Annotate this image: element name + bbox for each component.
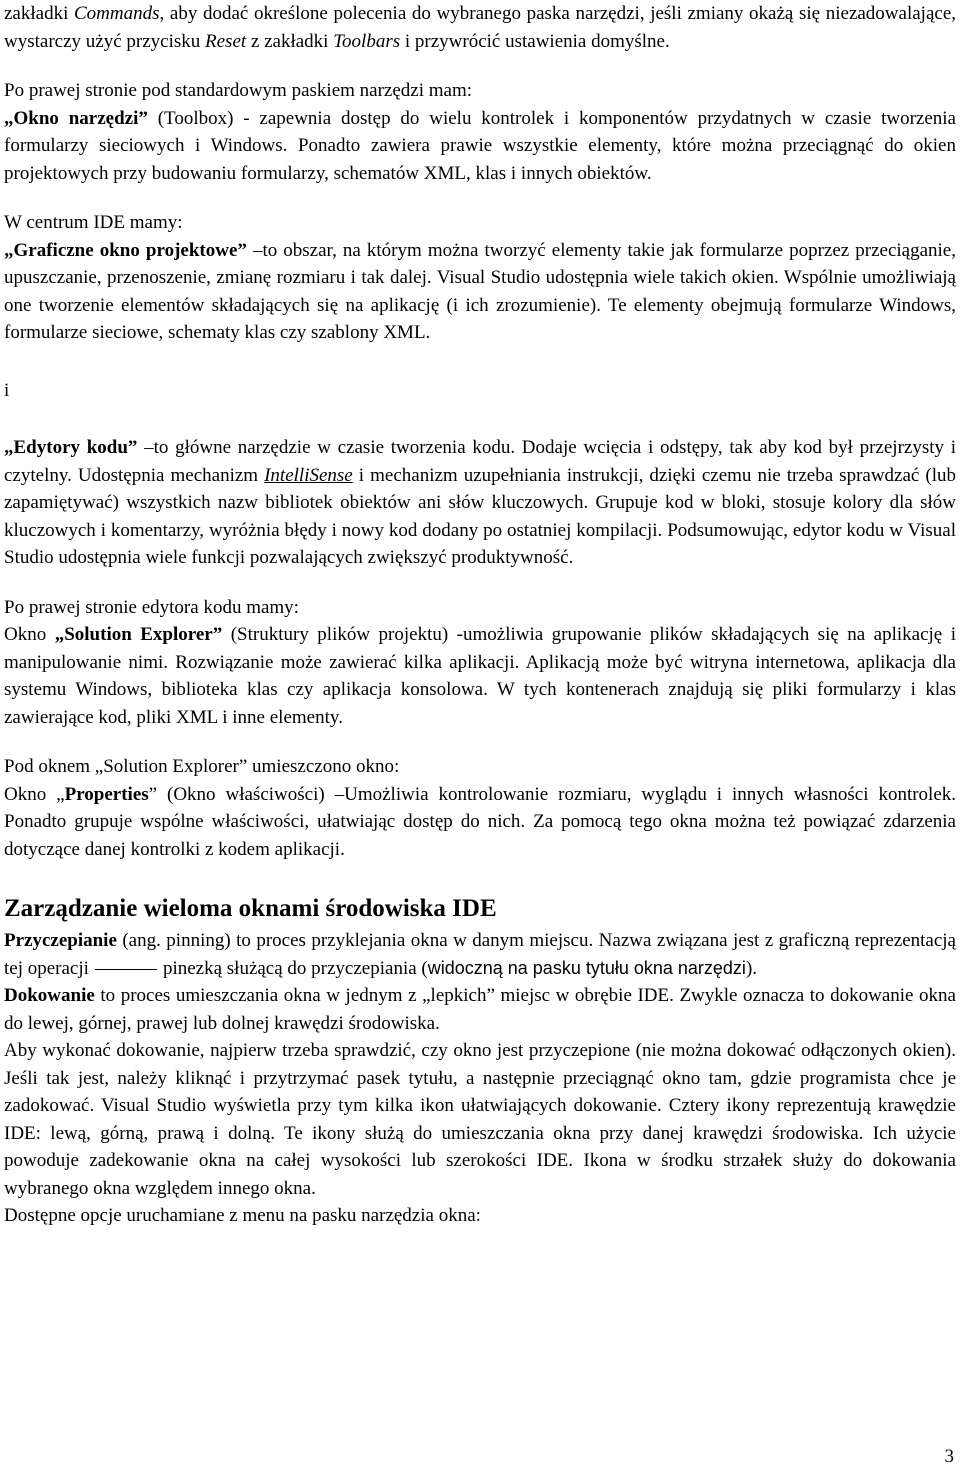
paragraph-toolbox (4, 105, 956, 188)
text-run: to proces umieszczania okna w jednym z „lepkich” miejsc w obrębie IDE. Zwykle oznacza to dokowanie okna do lewej, górnej, prawej lub dolnej krawędzi środowiska. (4, 985, 956, 1034)
text-run: Dostępne opcje uruchamiane z menu na pasku narzędzia okna: (4, 1205, 481, 1226)
document-page (4, 0, 956, 1230)
paragraph-toolbox-intro (4, 77, 956, 105)
text-run: , aby dodać określone polecenia do wybranego paska narzędzi, jeśli zmiany okażą się niezadowalające, wystarczy użyć przycisku (4, 3, 957, 52)
term-properties: Properties (64, 783, 149, 805)
text-run-sans: widoczną na pasku tytułu okna narzędzi (427, 957, 746, 978)
paragraph-properties (4, 781, 956, 864)
text-run: zakładki (4, 3, 74, 24)
text-run: Okno (4, 624, 55, 645)
term-reset: Reset (205, 30, 247, 52)
text-run: pinezką służącą do przyczepiania ( (162, 957, 428, 979)
intro-text: W centrum IDE mamy: (4, 212, 183, 233)
text-run: (Toolbox) - zapewnia dostęp do wielu kontrolek i komponentów przydatnych w czasie tworzenia formularzy sieciowych i Windows. Ponadto zawiera prawie wszystkie elementy, które można przeciągnąć do okien projektowych przy budowaniu formularzy, schematów XML, klas i innych obiektów. (4, 107, 956, 184)
term-intellisense: IntelliSense (264, 464, 353, 486)
intro-text: Po prawej stronie pod standardowym paskiem narzędzi mam: (4, 80, 473, 101)
text-run: ). (745, 957, 758, 979)
paragraph-code-editor (4, 434, 956, 572)
text-run: i przywrócić ustawienia domyślne. (400, 30, 670, 52)
paragraph-docking (4, 982, 956, 1037)
paragraph-pinning (4, 927, 956, 982)
paragraph-docking-howto (4, 1037, 956, 1202)
text-run: (Struktury plików projektu) -umożliwia grupowanie plików składających się na aplikację i manipulowanie nimi. Rozwiązanie może zawierać kilka aplikacji. Aplikacją może być witryna internetowa, aplikacja dla systemu Windows, biblioteka klas czy aplikacja konsolowa. W tych kontenerach znajdują się pliki formularzy i klas zawierające kod, pliki XML i inne elementy. (4, 624, 956, 728)
text-run: i mechanizm uzupełniania instrukcji, dzięki czemu nie trzeba sprawdzać (lub zapamiętywać) wszystkich nazw bibliotek obiektów ani słów kluczowych. Grupuje kod w bloki, stosuje kolory dla słów kluczowych i komentarzy, wyróżnia błędy i nowy kod dodany po ostatniej kompilacji. Podsumowując, edytor kodu w Visual Studio udostępnia wiele funkcji pozwalających zwiększyć produktywność. (4, 464, 956, 568)
intro-text: Pod oknem „Solution Explorer” umieszczono okno: (4, 756, 400, 777)
paragraph-commands (4, 0, 956, 55)
term-code-editor: „Edytory kodu” (4, 437, 138, 458)
term-commands: Commands (74, 3, 160, 24)
paragraph-designer-intro (4, 209, 956, 237)
text-run: Okno „ (4, 783, 65, 805)
term-docking: Dokowanie (4, 985, 95, 1006)
intro-text: Po prawej stronie edytora kodu mamy: (4, 596, 299, 618)
text-run: ” (Okno właściwości) –Umożliwia kontrolowanie rozmiaru, wyglądu i innych własności kontrolek. Ponadto grupuje wspólne właściwości, ułatwiając dostęp do nich. Za pomocą tego okna można też powiązać zdarzenia dotyczące danej kontrolki z kodem aplikacji. (4, 783, 957, 860)
paragraph-solution-intro (4, 594, 956, 622)
term-toolbars: Toolbars (333, 30, 401, 52)
text-run: (ang. pinning) to proces przyklejania okna w danym miejscu. Nazwa związana jest z graficzną reprezentacją tej operacji (4, 930, 956, 979)
term-toolbox: „Okno narzędzi” (4, 107, 148, 129)
section-heading: Zarządzanie wieloma oknami środowiska IDE (4, 895, 497, 922)
text-run: Aby wykonać dokowanie, najpierw trzeba sprawdzić, czy okno jest przyczepione (nie można dokować odłączonych okien). Jeśli tak jest, należy kliknąć i przytrzymać pasek tytułu, a następnie przeciągnąć okno tam, gdzie programista chce je zadokować. Visual Studio wyświetla przy tym kilka ikon ułatwiających dokowanie. Cztery ikony reprezentują krawędzie IDE: lewą, górną, prawą i dolną. Te ikony służą do umieszczania okna przy danej krawędzi środowiska. Ich użycie powoduje zadekowanie okna na całej wysokości lub szerokości IDE. Ikona w środku strzałek służy do dokowania wybranego okna względem innego okna. (4, 1040, 956, 1199)
term-designer: „Graficzne okno projektowe” (4, 239, 247, 261)
text-run: –to obszar, na którym można tworzyć elementy takie jak formularze poprzez przeciąganie, upuszczanie, przenoszenie, zmianę rozmiaru i tak dalej. Visual Studio udostępnia wiele takich okien. Wspólnie umożliwiają one tworzenie elementów składających się na aplikację (i ich zrozumienie). Te elementy obejmują formularze Windows, formularze sieciowe, schematy klas czy szablony XML. (4, 239, 956, 343)
paragraph-options (4, 1202, 956, 1230)
paragraph-solution-explorer (4, 621, 956, 731)
paragraph-i (4, 377, 956, 405)
connector-text: i (4, 379, 10, 401)
text-run: –to główne narzędzie w czasie tworzenia kodu. Dodaje wcięcia i odstępy, tak aby kod był przejrzysty i czytelny. Udostępnia mechanizm (4, 437, 956, 486)
term-solution-explorer: „Solution Explorer” (54, 624, 223, 645)
dash-line (95, 969, 157, 970)
term-pinning: Przyczepianie (4, 930, 117, 951)
paragraph-designer (4, 237, 956, 347)
text-run: z zakładki (246, 30, 334, 52)
page-number: 3 (944, 1446, 954, 1467)
paragraph-properties-intro (4, 753, 956, 781)
